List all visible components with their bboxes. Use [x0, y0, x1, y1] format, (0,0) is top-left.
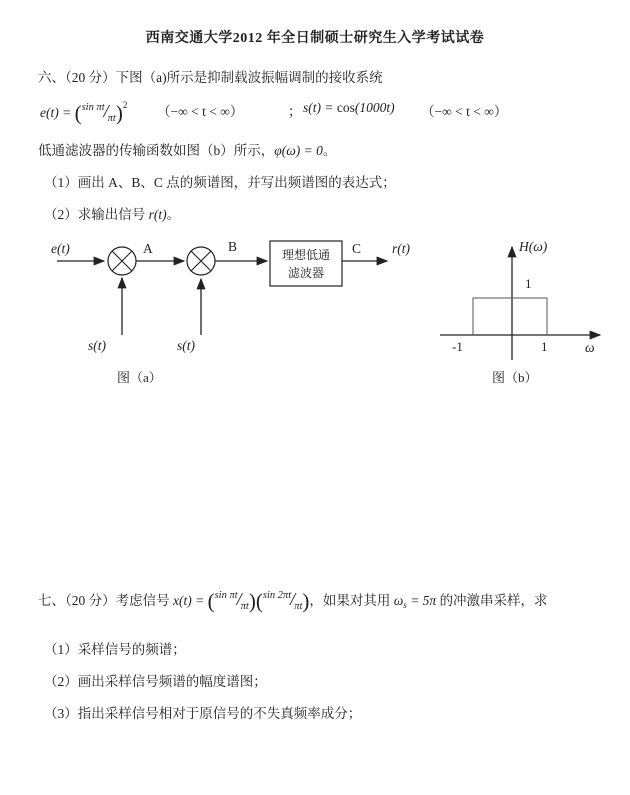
q7-heading [38, 589, 548, 614]
eq-e [40, 100, 127, 126]
right-paren: ) [248, 589, 256, 613]
phase-equation: φ(ω) = 0 [274, 143, 323, 158]
period: 。 [322, 143, 337, 158]
eq-e-fraction [82, 101, 116, 124]
q6-item-1: （1）画出 A、B、C 点的频谱图，并写出频谱图的表达式； [44, 175, 396, 190]
omega-subscript: s [403, 600, 407, 610]
q6-formula-row [0, 94, 630, 128]
exponent: 2 [122, 100, 128, 110]
omega-symbol: ω [393, 593, 404, 608]
fraction-slash: / [236, 589, 242, 609]
fraction-numerator: sin πt [81, 102, 105, 113]
output-signal-label: r(t) [392, 241, 410, 256]
input-signal-label: e(t) [51, 241, 70, 256]
fraction-denominator: πt [107, 113, 116, 124]
eq-separator: ； [288, 104, 302, 119]
left-paren: ( [255, 589, 263, 613]
fraction-slash: / [290, 589, 296, 609]
q6-item-2 [44, 203, 180, 223]
right-paren: ) [115, 101, 123, 125]
eq-e-domain: （−∞ < t < ∞） [157, 104, 244, 119]
x-axis-label: ω [585, 340, 595, 355]
eq-s-lhs: s(t) = [303, 100, 334, 115]
q7-tail-text: 的冲激串采样，求 [436, 593, 548, 608]
fraction-denominator: πt [294, 601, 303, 612]
fraction-numerator: sin 2πt [262, 590, 292, 601]
node-b-label: B [228, 239, 238, 254]
page-title: 西南交通大学2012 年全日制硕士研究生入学考试试卷 [145, 31, 485, 46]
eq-e-lhs: e(t) = [40, 105, 72, 120]
height-value-label: 1 [525, 276, 532, 291]
figure-b-plot [435, 230, 620, 370]
q7-mid-text: ，如果对其用 [309, 593, 394, 608]
q6-item2-text: （2）求输出信号 [44, 207, 149, 222]
q7-fraction-2 [263, 589, 303, 612]
y-axis-label: H(ω) [519, 239, 548, 254]
multiplier-1-icon [108, 247, 136, 275]
q6-item2-math: r(t) [148, 207, 167, 222]
carrier-2-label: s(t) [177, 338, 195, 353]
q7-x-lhs: x(t) = [173, 593, 205, 608]
node-c-label: C [352, 241, 362, 256]
fraction-slash: / [103, 101, 109, 121]
q7-fraction-1 [215, 589, 249, 612]
tick-label-neg1: -1 [452, 339, 463, 354]
figure-a-caption: 图（a） [117, 370, 162, 385]
right-paren: ) [302, 589, 310, 613]
left-paren: ( [207, 589, 215, 613]
q6-item2-period: 。 [166, 207, 181, 222]
lowpass-box-label-line1: 理想低通 [281, 248, 331, 262]
omega-value: = 5π [406, 593, 437, 608]
fraction-denominator: πt [240, 601, 249, 612]
figure-b-caption: 图（b） [492, 370, 538, 385]
carrier-1-label: s(t) [88, 338, 106, 353]
multiplier-2-icon [187, 247, 215, 275]
q7-item-1: （1）采样信号的频谱； [44, 642, 186, 657]
node-a-label: A [143, 241, 153, 256]
q6-filter-line [38, 139, 336, 159]
filter-note: 低通滤波器的传输函数如图（b）所示， [38, 143, 275, 158]
figure-a-diagram [35, 233, 445, 363]
rect-pulse-curve [473, 298, 547, 335]
q6-heading: 六、（20 分）下图（a)所示是抑制载波振幅调制的接收系统 [38, 70, 383, 85]
eq-s [303, 100, 395, 116]
eq-s-argument: (1000t) [354, 100, 395, 115]
q7-prefix: 七、（20 分）考虑信号 [38, 593, 173, 608]
lowpass-box-label-line2: 滤波器 [287, 266, 325, 280]
eq-s-function: cos [336, 100, 355, 115]
tick-label-pos1: 1 [541, 339, 548, 354]
fraction-numerator: sin πt [214, 590, 238, 601]
left-paren: ( [74, 101, 82, 125]
eq-s-domain: （−∞ < t < ∞） [421, 104, 508, 119]
q7-item-2: （2）画出采样信号频谱的幅度谱图； [44, 674, 267, 689]
q7-item-3: （3）指出采样信号相对于原信号的不失真频率成分； [44, 706, 362, 721]
